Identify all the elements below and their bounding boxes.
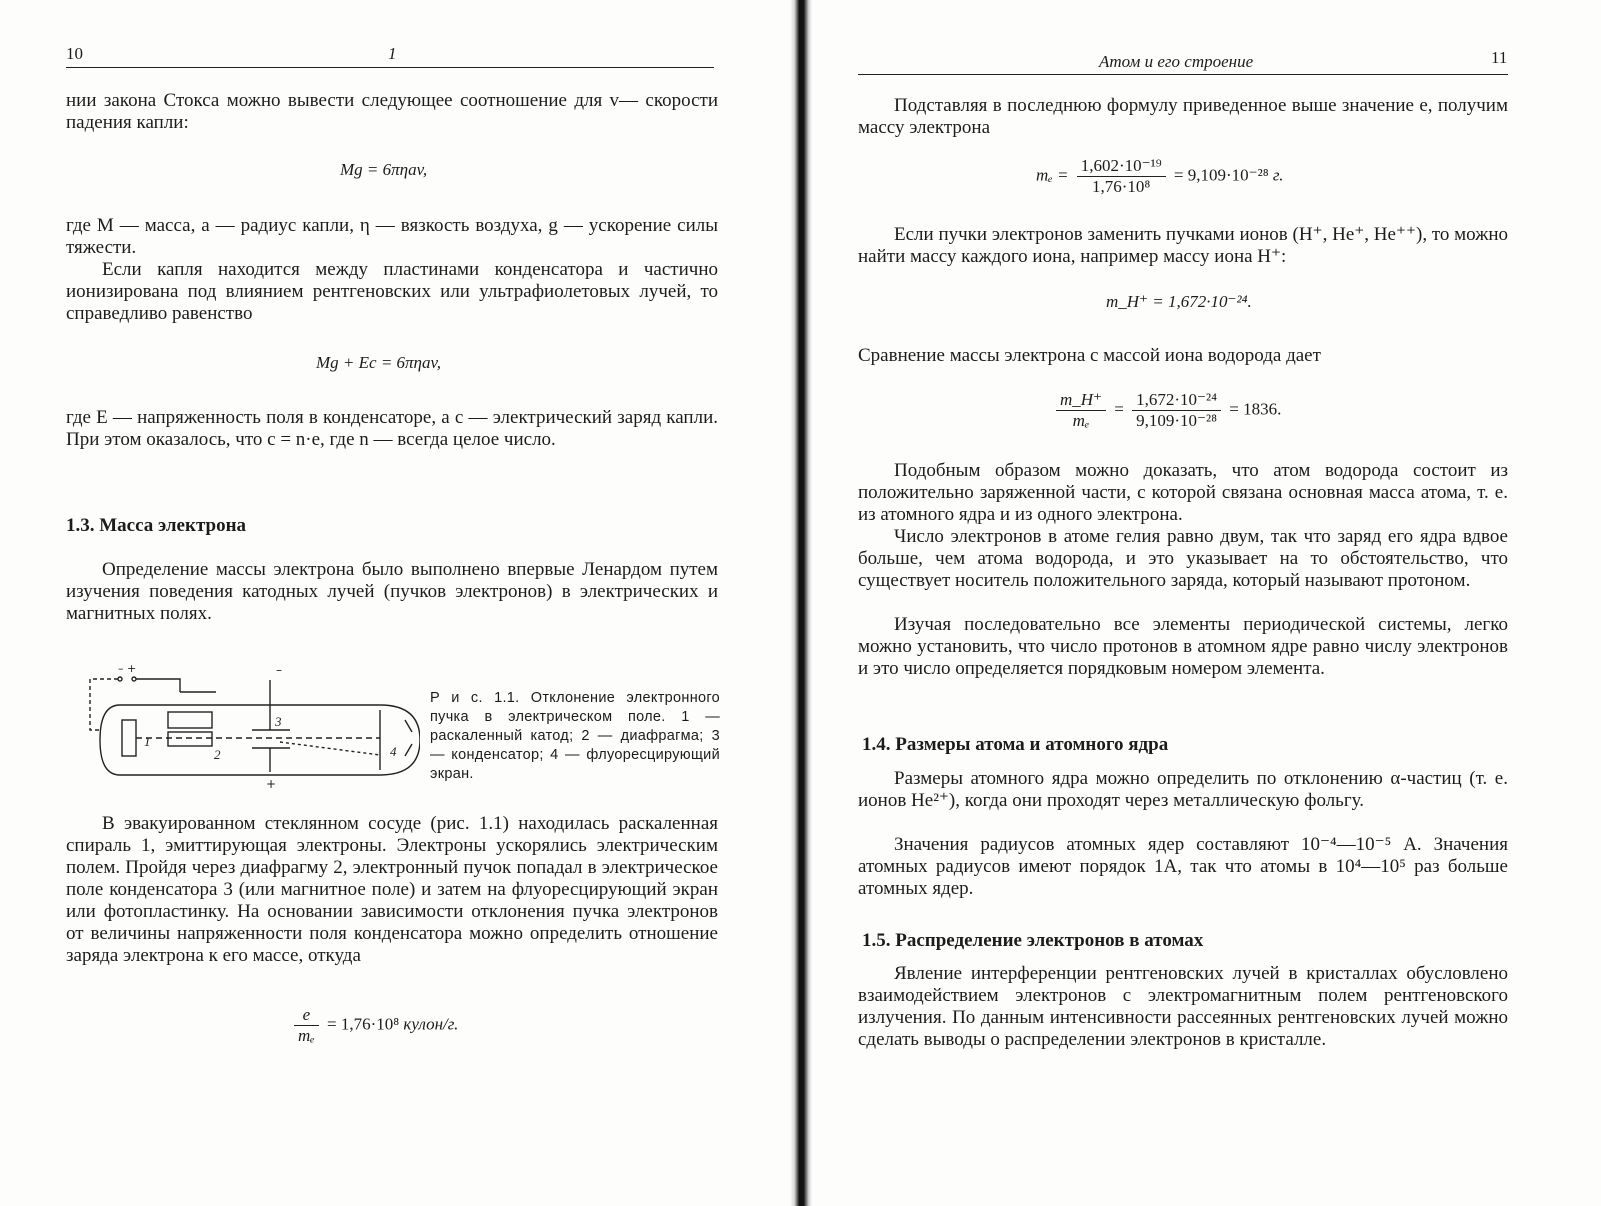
fraction (294, 1005, 319, 1046)
paragraph: где E — напряженность поля в конденсаторе, а c — электрический заряд капли. При этом оказалось, что c = n·e, где n — всегда целое число. (66, 407, 718, 450)
label-2: 2 (214, 747, 221, 762)
formula-value: = 9,109·10⁻²⁸ (1173, 165, 1269, 185)
header-rule (66, 67, 714, 68)
formula-electron-mass (1036, 156, 1284, 197)
paragraph: Если капля находится между пластинами конденсатора и частично ионизирована под влиянием рентгеновских или ультрафиолетовых лучей, то справедливо равенство (66, 259, 718, 324)
terminal-minus: – (276, 663, 282, 677)
formula: Mg + Ec = 6πηav, (316, 353, 442, 372)
figure-cathode-ray-tube (80, 660, 420, 800)
paragraph: Подставляя в последнюю формулу приведенное выше значение e, получим массу электрона (858, 95, 1508, 138)
paragraph: Явление интерференции рентгеновских лучей в кристаллах обусловлено взаимодействием электронов с электромагнитным полем рентгеновского излучения. По данным интенсивности рассеянных рентгеновских лучей можно сделать выводы о распределении электронов в кристалле. (858, 963, 1508, 1050)
denominator: 1,76·10⁸ (1092, 177, 1151, 196)
running-head: 1 (388, 44, 397, 63)
page-number: 10 (66, 44, 83, 63)
paragraph: Сравнение массы электрона с массой иона водорода дает (858, 345, 1321, 366)
paragraph: где M — масса, a — радиус капли, η — вязкость воздуха, g — ускорение силы тяжести. (66, 215, 718, 258)
numerator: e (294, 1005, 319, 1026)
section-heading: 1.3. Масса электрона (66, 515, 247, 536)
terminal-minus-plus: – + (118, 662, 137, 675)
paragraph: Размеры атомного ядра можно определить по отклонению α-частиц (т. е. ионов He²⁺), когда они проходят через металлическую фольгу. (858, 768, 1508, 811)
denominator: 9,109·10⁻²⁸ (1136, 411, 1218, 430)
formula-lhs: mₑ = (1036, 165, 1069, 185)
right-page (812, 0, 1601, 1206)
paragraph: В эвакуированном стеклянном сосуде (рис. 1.1) находилась раскаленная спираль 1, эмиттирующая электроны. Электроны ускорялись электрическим полем. Пройдя через диафрагму 2, электронный пучок попадал в электрическое поле конденсатора 3 (или магнитное поле) и затем на флуоресцирующий экран или фотопластинку. На основании зависимости отклонения пучка электронов от величины напряженности поля конденсатора можно определить отношение заряда электрона к его массе, откуда (66, 813, 718, 966)
numerator: 1,602·10⁻¹⁹ (1077, 156, 1166, 177)
paragraph: Изучая последовательно все элементы периодической системы, легко можно установить, что число протонов в атомном ядре равно числу электронов и это число определяется порядковым номером элемента. (858, 614, 1508, 679)
running-head: Атом и его строение (1099, 52, 1254, 71)
label-3: 3 (275, 714, 282, 729)
section-heading: 1.4. Размеры атома и атомного ядра (862, 734, 1169, 755)
label-1: 1 (144, 734, 151, 749)
formula-mass-ratio: $\frac{m\_H^+}{\text{mₑ}}$ = $\frac{\text{1,672·10⁻²⁴}}{\text{9,109·10⁻²⁸}}$ = 1836. (1052, 390, 1281, 431)
formula-value: = 1836. (1229, 399, 1282, 419)
paragraph: Значения радиусов атомных ядер составляют 10⁻⁴—10⁻⁵ А. Значения атомных радиусов имеют порядок 1А, так что атомы в 10⁴—10⁵ раз больше атомных ядер. (858, 834, 1508, 899)
header-rule (858, 74, 1508, 75)
fraction (1056, 390, 1106, 431)
terminal-plus: + (266, 777, 277, 791)
numerator: 1,672·10⁻²⁴ (1132, 390, 1221, 411)
denominator: mₑ (1072, 411, 1090, 430)
formula: m_H⁺ = 1,672·10⁻²⁴. (1106, 292, 1252, 311)
fraction (1132, 390, 1221, 431)
formula-value: = 1,76·10⁸ (326, 1014, 400, 1034)
left-page (0, 0, 795, 1206)
page-number: 11 (1491, 48, 1508, 67)
formula-unit: г. (1272, 165, 1284, 185)
section-heading: 1.5. Распределение электронов в атомах (862, 930, 1204, 951)
label-4: 4 (390, 744, 397, 759)
paragraph: Если пучки электронов заменить пучками ионов (H⁺, He⁺, He⁺⁺), то можно найти массу каждого иона, например массу иона H⁺: (858, 224, 1508, 267)
paragraph: Определение массы электрона было выполнено впервые Ленардом путем изучения поведения катодных лучей (пучков электронов) в электрических и магнитных полях. (66, 559, 718, 624)
formula-unit: кулон/г. (403, 1014, 459, 1034)
paragraph: Число электронов в атоме гелия равно двум, так что заряд его ядра вдвое больше, чем атома водорода, и это указывает на то обстоятельство, что существует носитель положительного заряда, который называют протоном. (858, 526, 1508, 591)
numerator: m_H⁺ (1056, 390, 1106, 411)
denominator: mₑ (298, 1026, 315, 1045)
formula-e-over-m (290, 1005, 458, 1046)
paragraph: Подобным образом можно доказать, что атом водорода состоит из положительно заряженной части, с которой связана основная масса атома, т. е. из атомного ядра и из одного электрона. (858, 460, 1508, 525)
formula: Mg = 6πηav, (340, 160, 428, 179)
fraction (1077, 156, 1166, 197)
figure-caption: Р и с. 1.1. Отклонение электронного пучка в электрическом поле. 1 — раскаленный катод; 2 — диафрагма; 3 — конденсатор; 4 — флуоресцирующий экран. (430, 690, 720, 782)
paragraph: нии закона Стокса можно вывести следующее соотношение для v— скорости падения капли: (66, 90, 718, 133)
